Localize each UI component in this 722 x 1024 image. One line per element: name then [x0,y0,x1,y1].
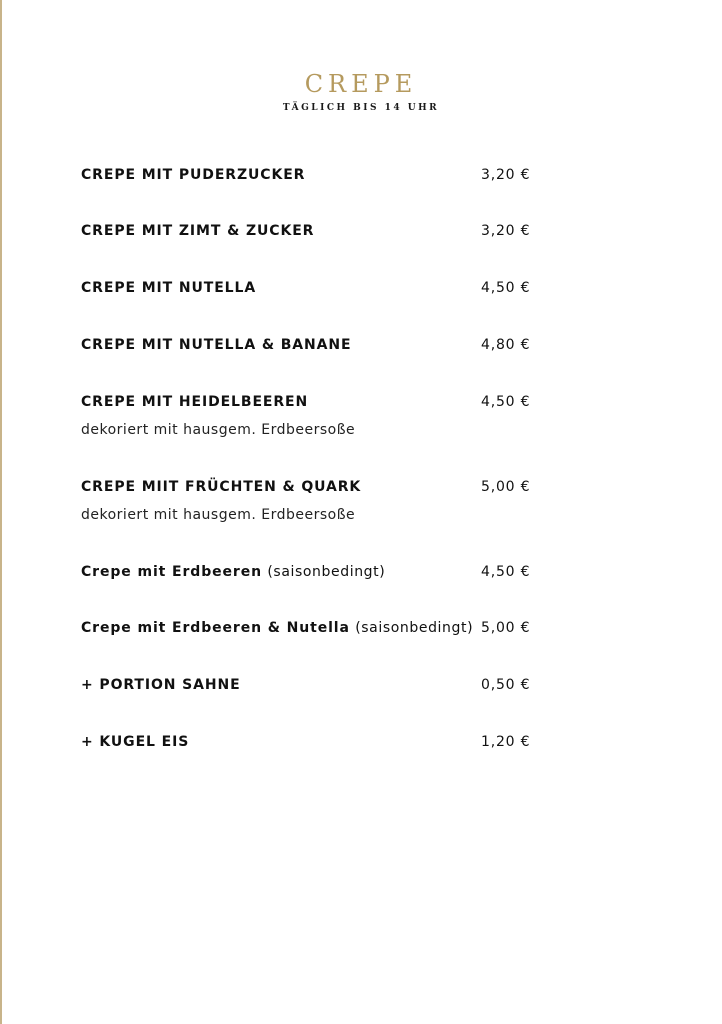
menu-item-title: CREPE MIIT FRÜCHTEN & QUARK [81,479,362,495]
menu-item-price: 3,20 € [481,223,531,239]
menu-item-description: dekoriert mit hausgem. Erdbeersoße [81,422,356,438]
menu-item-price: 5,00 € [481,479,531,495]
menu-subtitle: TÄGLICH BIS 14 UHR [282,103,440,113]
menu-item-price: 0,50 € [481,677,531,693]
menu-item-name [81,733,189,751]
menu-item-title: CREPE MIT ZIMT & ZUCKER [81,223,315,239]
menu-item-name [81,563,385,581]
menu-item-name [81,279,256,297]
menu-item-price: 1,20 € [481,734,531,750]
menu-item-note: (saisonbedingt) [267,564,386,580]
menu-item-title: + PORTION SAHNE [81,677,241,693]
menu-item-price: 4,80 € [481,337,531,353]
menu-item-title: CREPE MIT PUDERZUCKER [81,167,306,183]
menu-item-title: CREPE MIT NUTELLA [81,280,257,296]
menu-item-name [81,676,241,694]
menu-title: CREPE [304,70,418,98]
menu-item-name [81,166,305,184]
menu-item-name [81,222,314,240]
menu-item-price: 4,50 € [481,280,531,296]
menu-item-title: CREPE MIT HEIDELBEEREN [81,394,309,410]
menu-item-title: Crepe mit Erdbeeren [81,564,262,580]
menu-item-note: (saisonbedingt) [355,620,474,636]
menu-item-title: Crepe mit Erdbeeren & Nutella [81,620,350,636]
menu-item-name [81,478,361,496]
menu-item-name [81,619,473,637]
menu-item-description: dekoriert mit hausgem. Erdbeersoße [81,507,356,523]
menu-item-price: 3,20 € [481,167,531,183]
menu-item-name [81,336,351,354]
menu-item-price: 4,50 € [481,564,531,580]
menu-item-title: CREPE MIT NUTELLA & BANANE [81,337,352,353]
menu-item-title: + KUGEL EIS [81,734,190,750]
menu-item-name [81,393,308,411]
menu-item-price: 4,50 € [481,394,531,410]
menu-item-price: 5,00 € [481,620,531,636]
